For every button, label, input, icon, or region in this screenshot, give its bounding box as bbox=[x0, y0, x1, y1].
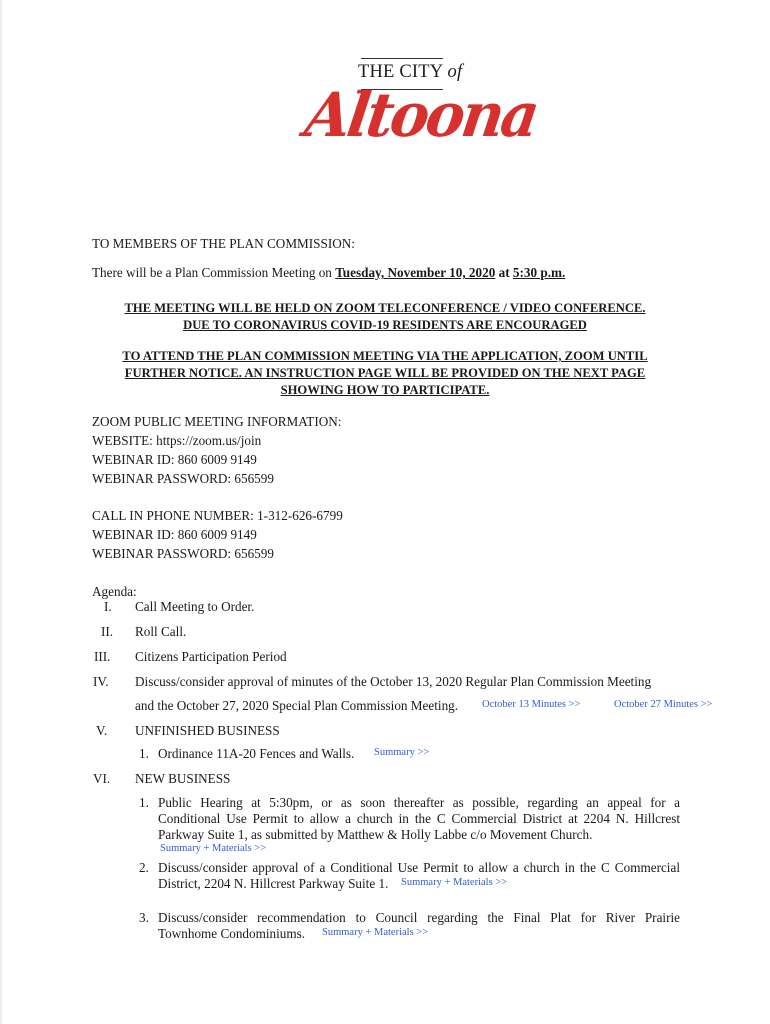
zoom-webinar-password: WEBINAR PASSWORD: 656599 bbox=[92, 471, 274, 486]
notice-line-2: DUE TO CORONAVIRUS COVID-19 RESIDENTS ARE ENCOURAGED bbox=[183, 318, 587, 332]
meeting-time: 5:30 p.m. bbox=[512, 265, 566, 280]
phone-webinar-id: WEBINAR ID: 860 6009 9149 bbox=[92, 527, 257, 542]
sub-item-number: 1. bbox=[139, 795, 149, 810]
logo-city-text: THE CITY bbox=[358, 62, 443, 82]
page-edge bbox=[0, 0, 2, 1024]
sub-item-text: Ordinance 11A-20 Fences and Walls. bbox=[158, 746, 355, 761]
agenda-item-text: Roll Call. bbox=[135, 624, 187, 639]
intro-mid: at bbox=[495, 265, 513, 280]
logo-of-text: of bbox=[447, 62, 463, 82]
sub-item-number: 2. bbox=[139, 860, 149, 875]
call-in-number: CALL IN PHONE NUMBER: 1-312-626-6799 bbox=[92, 508, 343, 523]
notice-line-1: THE MEETING WILL BE HELD ON ZOOM TELECONFERENCE / VIDEO CONFERENCE. bbox=[124, 301, 646, 315]
intro-prefix: There will be a Plan Commission Meeting on bbox=[92, 265, 336, 280]
logo-rule-top bbox=[361, 58, 443, 59]
agenda-numeral: I. bbox=[104, 599, 112, 614]
sub-item-line: District, 2204 N. Hillcrest Parkway Suite 1. bbox=[158, 876, 389, 891]
zoom-webinar-id: WEBINAR ID: 860 6009 9149 bbox=[92, 452, 257, 467]
ordinance-summary-link[interactable]: Summary >> bbox=[374, 747, 430, 758]
meeting-date: Tuesday, November 10, 2020 bbox=[335, 265, 496, 280]
phone-webinar-password: WEBINAR PASSWORD: 656599 bbox=[92, 546, 274, 561]
sub-item-line: Townhome Condominiums. bbox=[158, 926, 306, 941]
agenda-numeral: V. bbox=[96, 723, 108, 738]
public-hearing-materials-link[interactable]: Summary + Materials >> bbox=[160, 843, 267, 854]
zoom-website: WEBSITE: https://zoom.us/join bbox=[92, 433, 262, 448]
agenda-item-text: Citizens Participation Period bbox=[135, 649, 287, 664]
zoom-info-heading: ZOOM PUBLIC MEETING INFORMATION: bbox=[92, 414, 342, 429]
notice-line-5: SHOWING HOW TO PARTICIPATE. bbox=[280, 383, 490, 397]
logo-script-name: Altoona bbox=[300, 79, 541, 151]
agenda-numeral: II. bbox=[101, 624, 114, 639]
agenda-item-text: Discuss/consider approval of minutes of the October 13, 2020 Regular Plan Commission Meeting bbox=[135, 674, 652, 689]
final-plat-materials-link[interactable]: Summary + Materials >> bbox=[322, 927, 429, 938]
sub-item-line: Parkway Suite 1, as submitted by Matthew & Holly Labbe c/o Movement Church. bbox=[158, 827, 593, 842]
agenda-numeral: VI. bbox=[93, 771, 111, 786]
sub-item-line: Discuss/consider recommendation to Council regarding the Final Plat for River Prairie bbox=[158, 910, 680, 925]
october-13-minutes-link[interactable]: October 13 Minutes >> bbox=[482, 699, 581, 710]
salutation: TO MEMBERS OF THE PLAN COMMISSION: bbox=[92, 236, 355, 251]
agenda-numeral: IV. bbox=[93, 674, 109, 689]
sub-item-line: Public Hearing at 5:30pm, or as soon thereafter as possible, regarding an appeal for a bbox=[158, 795, 680, 810]
notice-line-4: FURTHER NOTICE. AN INSTRUCTION PAGE WILL BE PROVIDED ON THE NEXT PAGE bbox=[124, 366, 646, 380]
agenda-item-text: Call Meeting to Order. bbox=[135, 599, 255, 614]
sub-item-line: Discuss/consider approval of a Conditional Use Permit to allow a church in the C Commercial bbox=[158, 860, 680, 875]
sub-item-line: Conditional Use Permit to allow a church in the C Commercial District at 2204 N. Hillcrest bbox=[158, 811, 680, 826]
agenda-heading: Agenda: bbox=[92, 584, 137, 599]
agenda-numeral: III. bbox=[94, 649, 111, 664]
conditional-use-materials-link[interactable]: Summary + Materials >> bbox=[401, 877, 508, 888]
agenda-item-text-cont: and the October 27, 2020 Special Plan Commission Meeting. bbox=[135, 698, 459, 713]
meeting-intro bbox=[92, 265, 565, 281]
notice-line-3: TO ATTEND THE PLAN COMMISSION MEETING VIA THE APPLICATION, ZOOM UNTIL bbox=[122, 349, 648, 363]
sub-item-number: 3. bbox=[139, 910, 149, 925]
sub-item-number: 1. bbox=[139, 746, 149, 761]
agenda-item-text: NEW BUSINESS bbox=[135, 771, 231, 786]
agenda-item-text: UNFINISHED BUSINESS bbox=[135, 723, 280, 738]
october-27-minutes-link[interactable]: October 27 Minutes >> bbox=[614, 699, 713, 710]
